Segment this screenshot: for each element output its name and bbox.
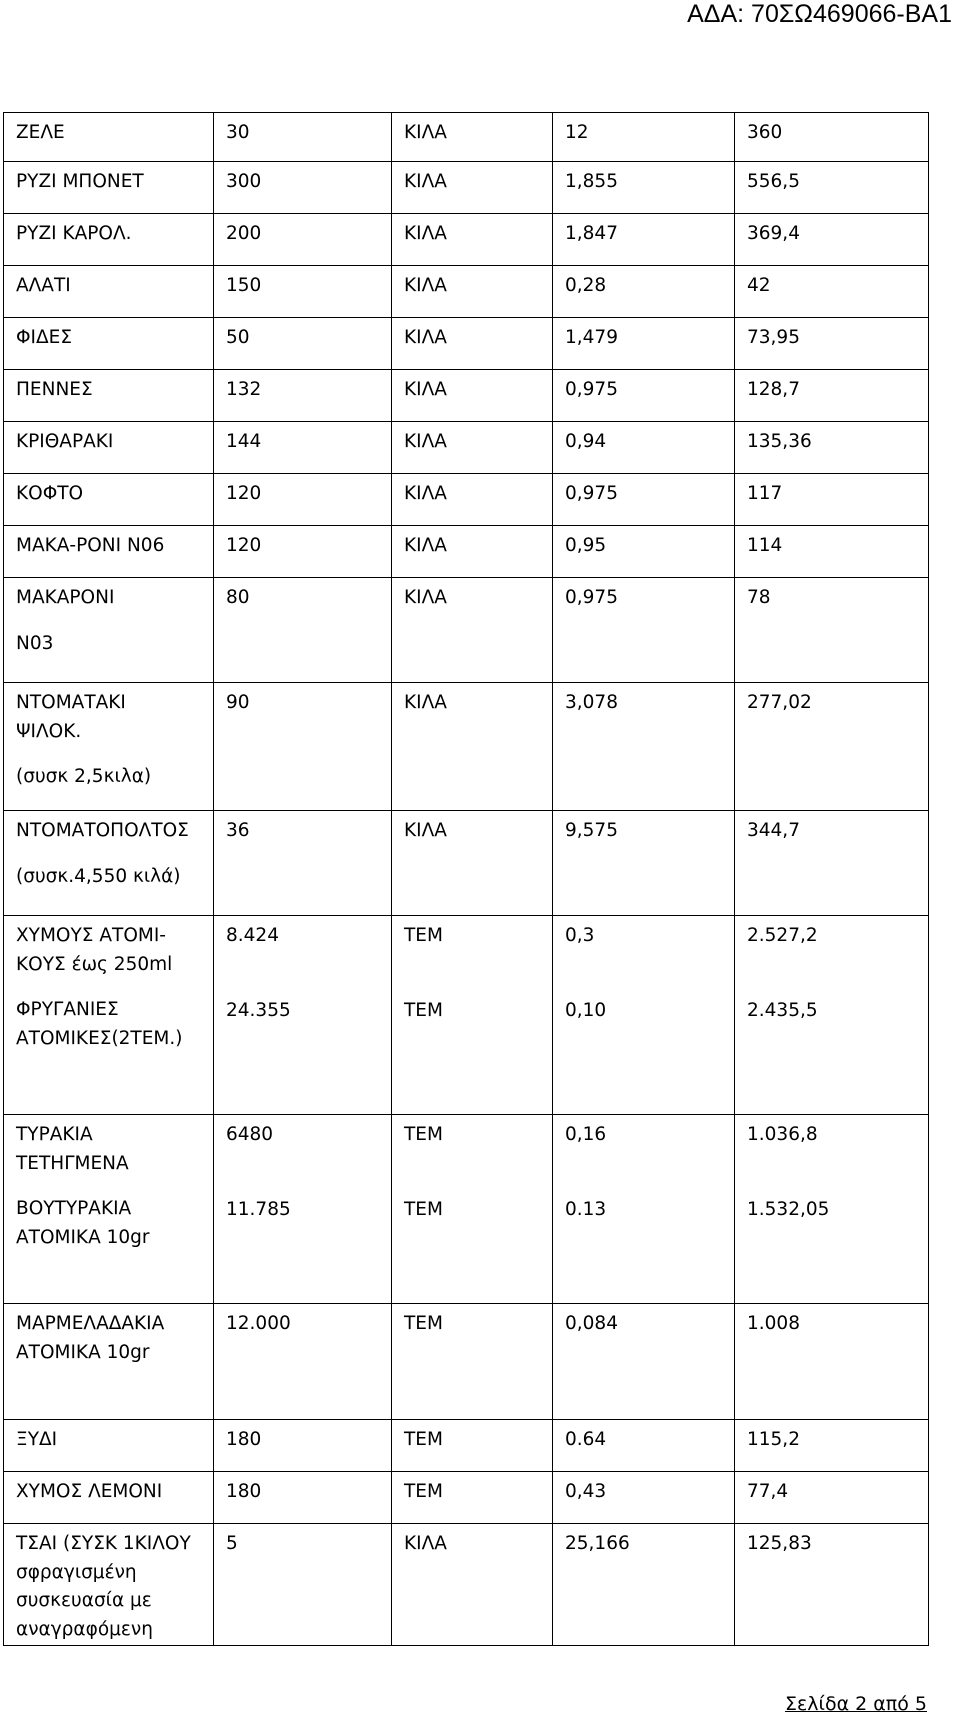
unit-cell: ΚΙΛΑ [392,683,553,811]
item-name-cell [4,1472,214,1524]
quantity-cell: 200 [214,214,392,266]
total-cell: 125,83 [735,1524,929,1646]
item-name-line: αναγραφόμενη [16,1618,153,1640]
item-name-cell [4,526,214,578]
unit-price-cell: 3,078 [553,683,735,811]
unit-price-cell: 0,95 [553,526,735,578]
quantity-cell: 180 [214,1472,392,1524]
unit-cell: ΚΙΛΑ [392,214,553,266]
item-name-cell [4,1524,214,1646]
quantity-cell: 12.000 [214,1304,392,1420]
item-name-line: ΑΤΟΜΙΚΕΣ(2ΤΕΜ.) [16,1027,183,1049]
quantity-cell: 144 [214,422,392,474]
table-row [4,266,929,318]
total-cell: 78 [735,578,929,683]
table-row [4,370,929,422]
unit-price-cell: 0,084 [553,1304,735,1420]
unit-cell: ΚΙΛΑ [392,370,553,422]
unit-price-cell: 0.64 [553,1420,735,1472]
unit-cell: ΚΙΛΑ [392,266,553,318]
unit-cell: ΚΙΛΑ [392,578,553,683]
table-row [4,1304,929,1420]
item-name-cell [4,162,214,214]
total-cell: 360 [735,113,929,162]
quantity-cell: 80 [214,578,392,683]
item-name-cell [4,214,214,266]
ada-code: ΑΔΑ: 70ΣΩ469066-ΒΑ1 [687,0,952,28]
quantity-cell: 5 [214,1524,392,1646]
quantity-cell: 50 [214,318,392,370]
unit-price-cell: 9,575 [553,811,735,916]
unit-price-cell: 1,479 [553,318,735,370]
unit-cell: ΚΙΛΑ [392,422,553,474]
total-cell: 344,7 [735,811,929,916]
unit-price-cell: 0,975 [553,370,735,422]
unit-price-cell: 1,855 [553,162,735,214]
unit-cell: ΚΙΛΑ [392,113,553,162]
item-name-cell [4,578,214,683]
table-row [4,474,929,526]
item-name-line: ΚΟΥΣ έως 250ml [16,953,173,975]
total-cell: 135,36 [735,422,929,474]
item-name: ΒΟΥΤΥΡΑΚΙΑ [16,1198,132,1219]
item-name: ΤΣΑΙ (ΣΥΣΚ 1ΚΙΛΟΥ [16,1533,191,1554]
unit-cell: ΤΕΜ [392,1304,553,1420]
unit-cell: ΚΙΛΑ [392,474,553,526]
item-name-cell [4,266,214,318]
table-row [4,1524,929,1646]
unit-price-cell: 25,166 [553,1524,735,1646]
item-name-line: σφραγισμένη [16,1561,137,1583]
page-number: Σελίδα 2 από 5 [785,1693,927,1715]
item-name-line: ΑΤΟΜΙΚΑ 10gr [16,1226,150,1248]
unit-price-cell: 0,16 0.13 [553,1115,735,1304]
item-name-cell [4,811,214,916]
item-name: ΤΥΡΑΚΙΑ [16,1124,93,1145]
item-name: ΞΥΔΙ [16,1429,58,1450]
table-row [4,916,929,1115]
item-name: ΜΑΚΑ-ΡΟΝΙ Ν06 [16,535,165,556]
unit-cell: ΤΕΜ [392,1472,553,1524]
total-cell: 1.008 [735,1304,929,1420]
total-cell: 128,7 [735,370,929,422]
quantity-cell: 132 [214,370,392,422]
quantity-cell: 30 [214,113,392,162]
item-package-note: (συσκ.4,550 κιλά) [16,865,181,887]
item-name: ΝΤΟΜΑΤΟΠΟΛΤΟΣ [16,820,189,841]
item-name: ΧΥΜΟΥΣ ΑΤΟΜΙ- [16,925,166,946]
item-name: ΧΥΜΟΣ ΛΕΜΟΝΙ [16,1481,163,1502]
quantity-cell: 36 [214,811,392,916]
unit-cell: ΤΕΜ ΤΕΜ [392,916,553,1115]
item-name-line: ΤΕΤΗΓΜΕΝΑ [16,1152,129,1174]
unit-cell: ΤΕΜ ΤΕΜ [392,1115,553,1304]
unit-price-cell: 0,28 [553,266,735,318]
quantity-cell: 120 [214,526,392,578]
quantity-cell: 90 [214,683,392,811]
item-name-line: ΨΙΛΟΚ. [16,720,82,742]
table-row [4,578,929,683]
unit-cell: ΤΕΜ [392,1420,553,1472]
table-row [4,1472,929,1524]
quantity-cell: 180 [214,1420,392,1472]
quantity-cell: 150 [214,266,392,318]
total-cell: 369,4 [735,214,929,266]
table-row [4,318,929,370]
table-row [4,422,929,474]
table-row [4,1115,929,1304]
item-name-cell [4,916,214,1115]
unit-price-cell: 0,975 [553,578,735,683]
item-name: ΠΕΝΝΕΣ [16,379,93,400]
item-name: ΡΥΖΙ ΜΠΟΝΕΤ [16,171,144,192]
item-name-line: ΑΤΟΜΙΚΑ 10gr [16,1341,150,1363]
quantity-cell: 8.424 24.355 [214,916,392,1115]
item-name-cell [4,683,214,811]
unit-price-cell: 12 [553,113,735,162]
total-cell: 77,4 [735,1472,929,1524]
total-cell: 2.527,2 2.435,5 [735,916,929,1115]
item-name: ΦΡΥΓΑΝΙΕΣ [16,999,119,1020]
total-cell: 556,5 [735,162,929,214]
unit-cell: ΚΙΛΑ [392,1524,553,1646]
item-name-cell [4,370,214,422]
quantity-cell: 6480 11.785 [214,1115,392,1304]
unit-cell: ΚΙΛΑ [392,811,553,916]
table-row [4,113,929,162]
table-row [4,811,929,916]
item-name-line: συσκευασία με [16,1590,152,1611]
item-name-cell [4,1420,214,1472]
quantity-cell: 120 [214,474,392,526]
quantity-cell: 300 [214,162,392,214]
table-row [4,1420,929,1472]
unit-price-cell: 0,3 0,10 [553,916,735,1115]
item-name-cell [4,1304,214,1420]
table-row [4,162,929,214]
item-name-cell [4,1115,214,1304]
unit-price-cell: 1,847 [553,214,735,266]
unit-cell: ΚΙΛΑ [392,318,553,370]
unit-price-cell: 0,43 [553,1472,735,1524]
table-row [4,526,929,578]
item-name: ΝΤΟΜΑΤΑΚΙ [16,692,126,713]
unit-cell: ΚΙΛΑ [392,526,553,578]
item-name-cell [4,318,214,370]
total-cell: 73,95 [735,318,929,370]
table-row [4,214,929,266]
item-name-cell [4,422,214,474]
table-row [4,683,929,811]
item-name-line: Ν03 [16,632,54,654]
item-name: ΚΡΙΘΑΡΑΚΙ [16,431,114,452]
item-name: ΖΕΛΕ [16,122,65,143]
item-name: ΜΑΡΜΕΛΑΔΑΚΙΑ [16,1313,165,1334]
item-name: ΚΟΦΤΟ [16,483,84,504]
total-cell: 42 [735,266,929,318]
total-cell: 115,2 [735,1420,929,1472]
unit-cell: ΚΙΛΑ [392,162,553,214]
items-table [3,112,929,1646]
total-cell: 114 [735,526,929,578]
unit-price-cell: 0,94 [553,422,735,474]
item-name: ΦΙΔΕΣ [16,327,73,348]
item-package-note: (συσκ 2,5κιλα) [16,766,152,787]
item-name-cell [4,113,214,162]
unit-price-cell: 0,975 [553,474,735,526]
item-name: ΡΥΖΙ ΚΑΡΟΛ. [16,223,132,244]
total-cell: 117 [735,474,929,526]
total-cell: 1.036,8 1.532,05 [735,1115,929,1304]
item-name: ΜΑΚΑΡΟΝΙ [16,587,115,608]
total-cell: 277,02 [735,683,929,811]
item-name: ΑΛΑΤΙ [16,275,71,296]
item-name-cell [4,474,214,526]
